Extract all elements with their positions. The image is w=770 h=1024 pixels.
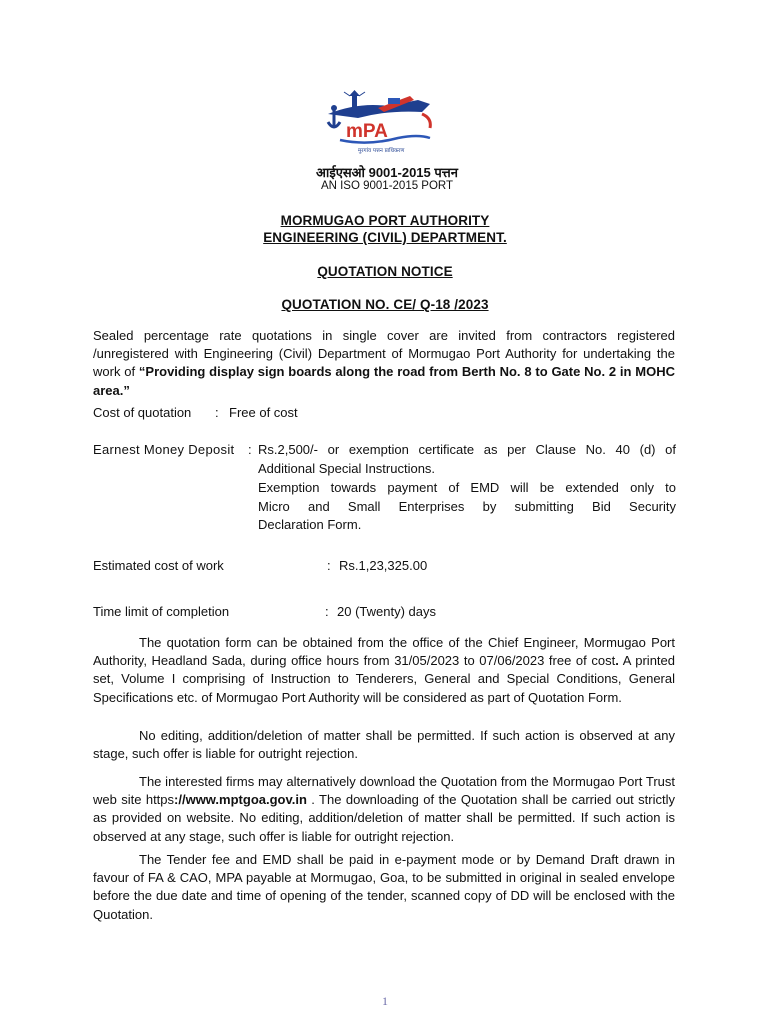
form-text-2: A printed set, Volume I comprising of Instruction to Tenderers, General and Special Conditions, General Specifications etc. of Mormugao Port Authority will be considered as part of Quotation Form. [93,653,675,705]
iso-hindi: आईएसओ 9001-2015 पत्तन [316,165,458,180]
form-text-dot: . [615,653,619,669]
mpa-logo-text: mPA [346,121,388,142]
fee-paragraph: The Tender fee and EMD shall be paid in e-payment mode or by Demand Draft drawn in favour of FA & CAO, MPA payable at Mormugao, Goa, to be submitted in original in sealed envelope before the due date and time of opening of the tender, scanned copy of DD will be enclosed with the Quotation. [93,852,675,922]
editing-paragraph: No editing, addition/deletion of matter shall be permitted. If such action is observed at any stage, such offer is liable for outright rejection. [93,728,675,762]
mpa-logo-tagline: मुरगांव पत्तन प्राधिकरण [358,148,405,154]
download-text-1: The interested firms may alternatively download the Quotation from the Mormugao Port Trust web site https [93,774,675,808]
estimated-cost-label: Estimated cost of work [93,558,224,573]
emd-value [258,441,676,535]
website-link[interactable]: ://www.mptgoa.gov.in [174,792,307,808]
download-text-2: . The downloading of the Quotation shall be carried out strictly as provided on website. No editing, addition/deletion of matter shall be permitted. If such action is observed at any stage, such offer is liable for outright rejection. [93,792,675,844]
time-limit-value: 20 (Twenty) days [337,604,436,619]
emd-line-2: Additional Special Instructions. [258,460,436,476]
emd-line-3: Exemption towards payment of EMD will be extended only to [258,480,676,495]
estimated-cost-value: Rs.1,23,325.00 [339,558,428,573]
cost-of-quotation-value: Free of cost [229,405,298,420]
cost-of-quotation-label: Cost of quotation [93,405,192,420]
emd-line-1: Rs.2,500/- or exemption certificate as per Clause No. 40 (d) of [258,442,676,457]
time-limit-label: Time limit of completion [93,604,230,619]
department-title: ENGINEERING (CIVIL) DEPARTMENT. [263,230,507,245]
form-text-1: The quotation form can be obtained from the office of the Chief Engineer, Mormugao Port Authority, Headland Sada, during office hours from 31/05/2023 to 07/06/2023 free of cost [93,635,675,669]
emd-sep: : [248,442,252,457]
form-paragraph [93,634,675,707]
iso-english: AN ISO 9001-2015 PORT [320,180,454,192]
emd-label: Earnest Money Deposit [93,442,235,457]
emd-line-5: Declaration Form. [258,517,362,532]
time-limit-sep: : [325,604,329,619]
emd-line-4: Micro and Small Enterprises by submitting Bid Security [258,498,676,514]
work-title: “Providing display sign boards along the road from Berth No. 8 to Gate No. 2 in MOHC area.” [93,364,675,398]
intro-text: Sealed percentage rate quotations in single cover are invited from contractors registered /unregistered with Engineering (Civil) Department of Mormugao Port Authority for undertaking the work of [93,328,675,380]
mpa-logo [318,88,446,158]
intro-paragraph [93,327,675,400]
org-title: MORMUGAO PORT AUTHORITY [280,213,490,228]
quotation-number: QUOTATION NO. CE/ Q-18 /2023 [281,297,489,312]
download-paragraph [93,773,675,846]
estimated-cost-sep: : [327,558,331,573]
page-number: 1 [382,994,388,1008]
cost-of-quotation-sep: : [215,405,219,420]
notice-title: QUOTATION NOTICE [317,264,453,279]
